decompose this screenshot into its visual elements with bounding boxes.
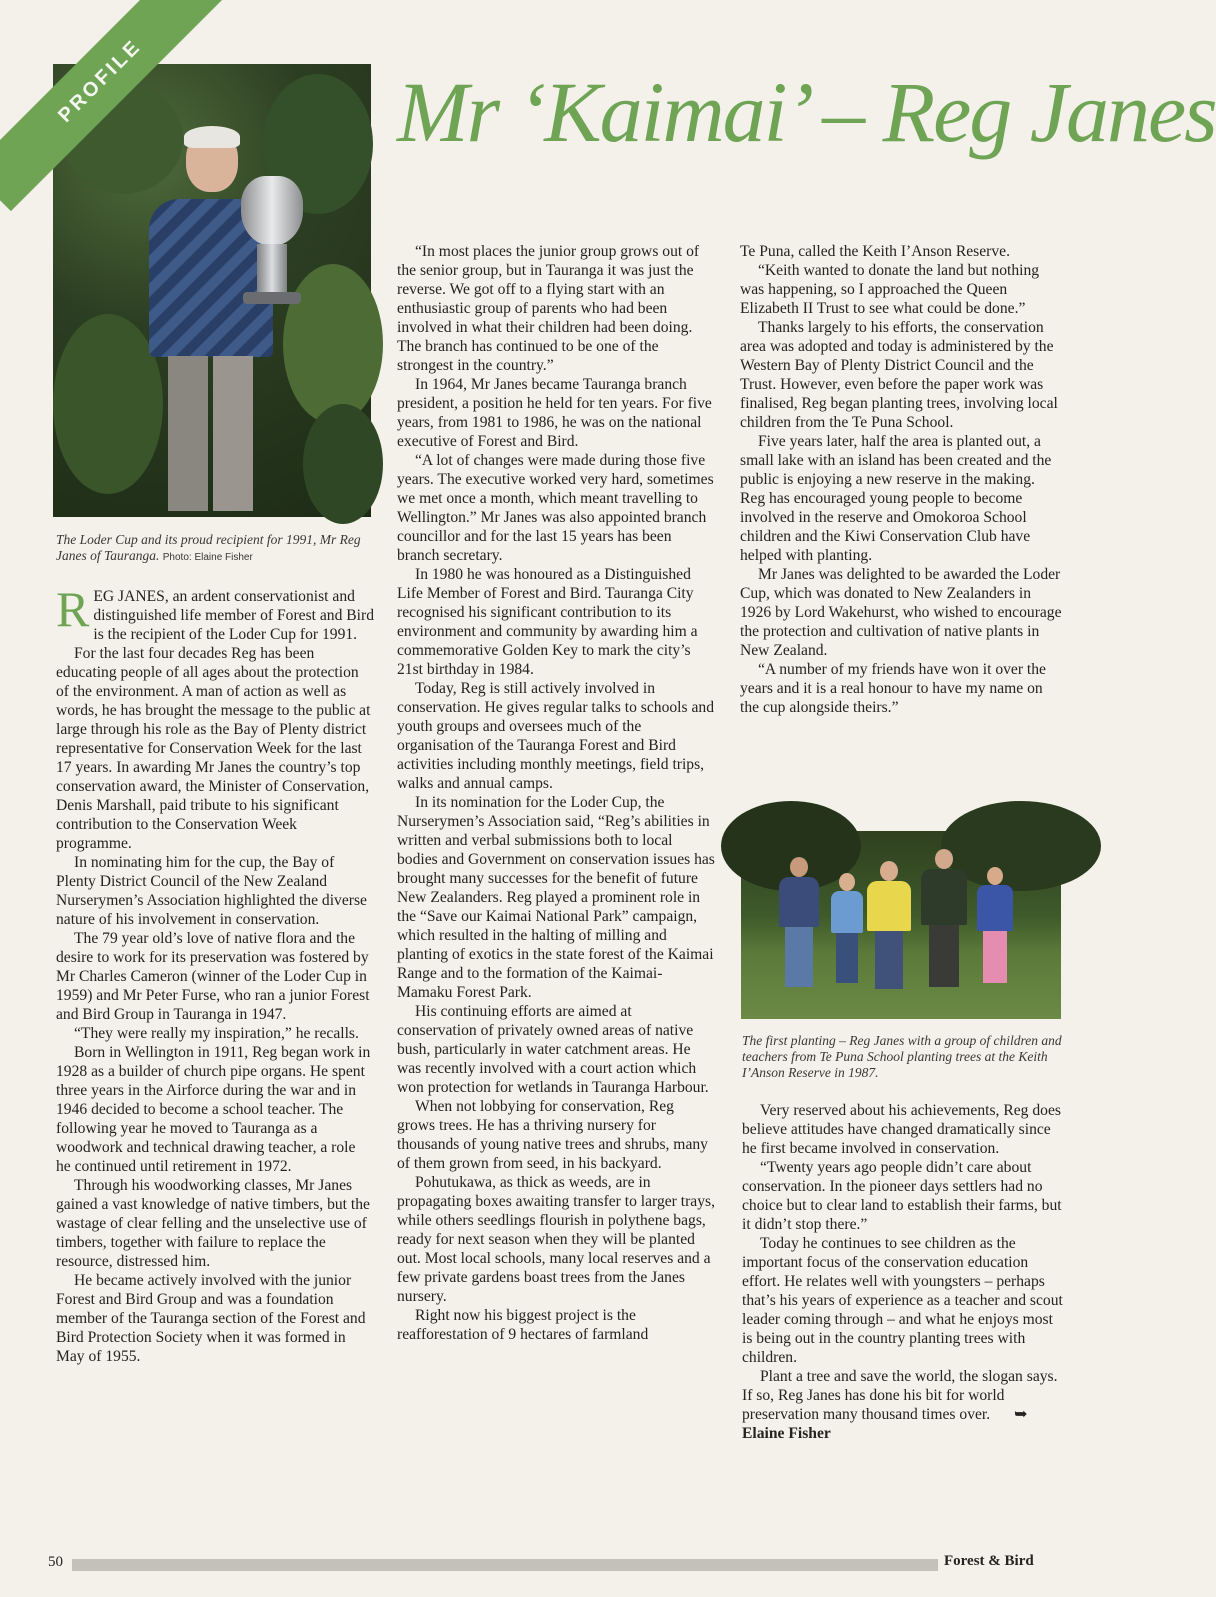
bird-end-mark-icon: ➥ <box>1014 1406 1028 1423</box>
magazine-name: Forest & Bird <box>944 1553 1034 1569</box>
col3-para-4: Five years later, half the area is planted out, a small lake with an island has been created and the public is enjoying a new reserve in the making. Reg has encouraged young people to become involved in the reserve and Omokoroa School children and the Kiwi Conservation Club have helped with planting. <box>740 433 1052 564</box>
footer-rule <box>72 1559 938 1571</box>
col1-para-8: He became actively involved with the junior Forest and Bird Group and was a foundation member of the Tauranga section of the Forest and Bird Protection Society when it was formed in May of 1955. <box>56 1272 366 1365</box>
col3-para-6: “A number of my friends have won it over the years and it is a real honour to have my name on the cup alongside theirs.” <box>740 661 1046 716</box>
col1-para-4: The 79 year old’s love of native flora and the desire to work for its preservation was fostered by Mr Charles Cameron (winner of the Loder Cup in 1959) and Mr Peter Furse, who ran a junior Forest and Bird Group in Tauranga in 1947. <box>56 930 370 1023</box>
photo-first-planting <box>741 831 1061 1019</box>
col3-para-3: Thanks largely to his efforts, the conservation area was adopted and today is administered by the Western Bay of Plenty District Council and the Trust. However, even before the paper work was finalised, Reg began planting trees, involving local children from the Te Puna School. <box>740 319 1058 431</box>
col2-para-5: Today, Reg is still actively involved in conservation. He gives regular talks to schools and youth groups and oversees much of the organisation of the Tauranga Forest and Bird activities including monthly meetings, field trips, walks and annual camps. <box>397 680 714 792</box>
col3b-para-1: Very reserved about his achievements, Reg does believe attitudes have changed dramatically since he first became involved in conservation. <box>742 1102 1061 1157</box>
column-3-top <box>740 242 1062 717</box>
col3b-para-2: “Twenty years ago people didn’t care about conservation. In the pioneer days settlers had no choice but to clear land to establish their farms, but it didn’t stop there.” <box>742 1159 1062 1233</box>
col3-para-2: “Keith wanted to donate the land but nothing was happening, so I approached the Queen Elizabeth II Trust to see what could be done.” <box>740 262 1040 317</box>
col2-para-7: His continuing efforts are aimed at conservation of privately owned areas of native bush, particularly in water catchment areas. He was recently involved with a court action which won protection for wetlands in Tauranga Harbour. <box>397 1003 709 1096</box>
col3b-para-3: Today he continues to see children as the important focus of the conservation education effort. He relates well with youngsters – perhaps that’s his years of experience as a teacher and scout leader coming through – and what he enjoys most is being out in the country planting trees with children. <box>742 1235 1063 1366</box>
col2-para-9: Pohutukawa, as thick as weeds, are in propagating boxes awaiting transfer to larger trays, while others seedlings flourish in polythene bags, ready for next season when they will be planted out. Most local schools, many local reserves and a few private gardens boast trees from the Janes nursery. <box>397 1174 715 1305</box>
col3b-para-4: Plant a tree and save the world, the slogan says. If so, Reg Janes has done his bit for world preservation many thousand times over. ➥ <box>742 1368 1058 1423</box>
col2-para-10: Right now his biggest project is the reafforestation of 9 hectares of farmland <box>397 1307 649 1343</box>
column-3-bottom <box>742 1101 1064 1443</box>
col2-para-8: When not lobbying for conservation, Reg grows trees. He has a thriving nursery for thousands of young native trees and shrubs, many of them grown from seed, in his backyard. <box>397 1098 708 1172</box>
col3-para-1: Te Puna, called the Keith I’Anson Reserve. <box>740 243 1010 260</box>
column-2 <box>397 242 715 1344</box>
col1-para-3: In nominating him for the cup, the Bay of Plenty District Council of the New Zealand Nurserymen’s Association highlighted the diverse nature of his involvement in conservation. <box>56 854 367 928</box>
photo1-credit: Photo: Elaine Fisher <box>162 552 253 563</box>
author-byline: Elaine Fisher <box>742 1425 831 1442</box>
col2-para-3: “A lot of changes were made during those five years. The executive worked very hard, sometimes we met once a month, which meant travelling to Wellington.” Mr Janes was also appointed branch councillor and for the last 15 years has been branch secretary. <box>397 452 714 564</box>
photo1-caption <box>56 532 376 566</box>
column-1 <box>56 581 375 1366</box>
photo2-caption: The first planting – Reg Janes with a group of children and teachers from Te Puna School planting trees at the Keith I’Anson Reserve in 1987. <box>742 1033 1062 1080</box>
col2-para-2: In 1964, Mr Janes became Tauranga branch president, a position he held for ten years. For five years, from 1981 to 1986, he was on the national executive of Forest and Bird. <box>397 376 712 450</box>
col1-para-7: Through his woodworking classes, Mr Janes gained a vast knowledge of native timbers, but the wastage of clear felling and the unselective use of timbers, together with failure to replace the resource, distressed him. <box>56 1177 370 1270</box>
drop-cap: R <box>56 581 90 637</box>
photo-reg-janes-with-cup <box>53 64 371 517</box>
page-number: 50 <box>48 1554 63 1570</box>
col1-para-6: Born in Wellington in 1911, Reg began work in 1928 as a builder of church pipe organs. He spent three years in the Airforce during the war and in 1946 decided to become a school teacher. The following year he moved to Tauranga as a woodwork and technical drawing teacher, a role he continued until retirement in 1972. <box>56 1044 371 1175</box>
col2-para-4: In 1980 he was honoured as a Distinguished Life Member of Forest and Bird. Tauranga City recognised his significant contribution to its environment and community by awarding him a commemorative Golden Key to mark the city’s 21st birthday in 1984. <box>397 566 698 678</box>
col1-para-2: For the last four decades Reg has been educating people of all ages about the protection of the environment. A man of action as well as words, he has brought the message to the public at large through his role as the Bay of Plenty district representative for Conservation Week for the last 17 years. In awarding Mr Janes the country’s top conservation award, the Minister of Conservation, Denis Marshall, paid tribute to his significant contribution to the Conservation Week programme. <box>56 645 371 852</box>
col1-para-5: “They were really my inspiration,” he recalls. <box>74 1025 359 1042</box>
col1-para-1: REG JANES, an ardent conservationist and distinguished life member of Forest and Bird is the recipient of the Loder Cup for 1991. <box>56 581 375 643</box>
col3-para-5: Mr Janes was delighted to be awarded the Loder Cup, which was donated to New Zealanders in 1926 by Lord Wakehurst, who wished to encourage the protection and cultivation of native plants in New Zealand. <box>740 566 1062 659</box>
profile-banner-label: PROFILE <box>53 34 146 127</box>
article-headline: Mr ‘Kaimai’ – Reg Janes <box>397 64 1216 160</box>
col2-para-1: “In most places the junior group grows out of the senior group, but in Tauranga it was just the reverse. We got off to a flying start with an enthusiastic group of parents who had been involved in what their children had been doing. The branch has continued to be one of the strongest in the country.” <box>397 243 700 374</box>
photo1-caption-text: The Loder Cup and its proud recipient for 1991, Mr Reg Janes of Tauranga. <box>56 532 361 563</box>
col2-para-6: In its nomination for the Loder Cup, the Nurserymen’s Association said, “Reg’s abilities in written and verbal submissions both to local bodies and Government on conservation issues has brought many successes for the benefit of future New Zealanders. Reg played a prominent role in the “Save our Kaimai National Park” campaign, which resulted in the halting of milling and planting of exotics in the state forest of the Kaimai Range and to the formation of the Kaimai-Mamaku Forest Park. <box>397 794 715 1001</box>
